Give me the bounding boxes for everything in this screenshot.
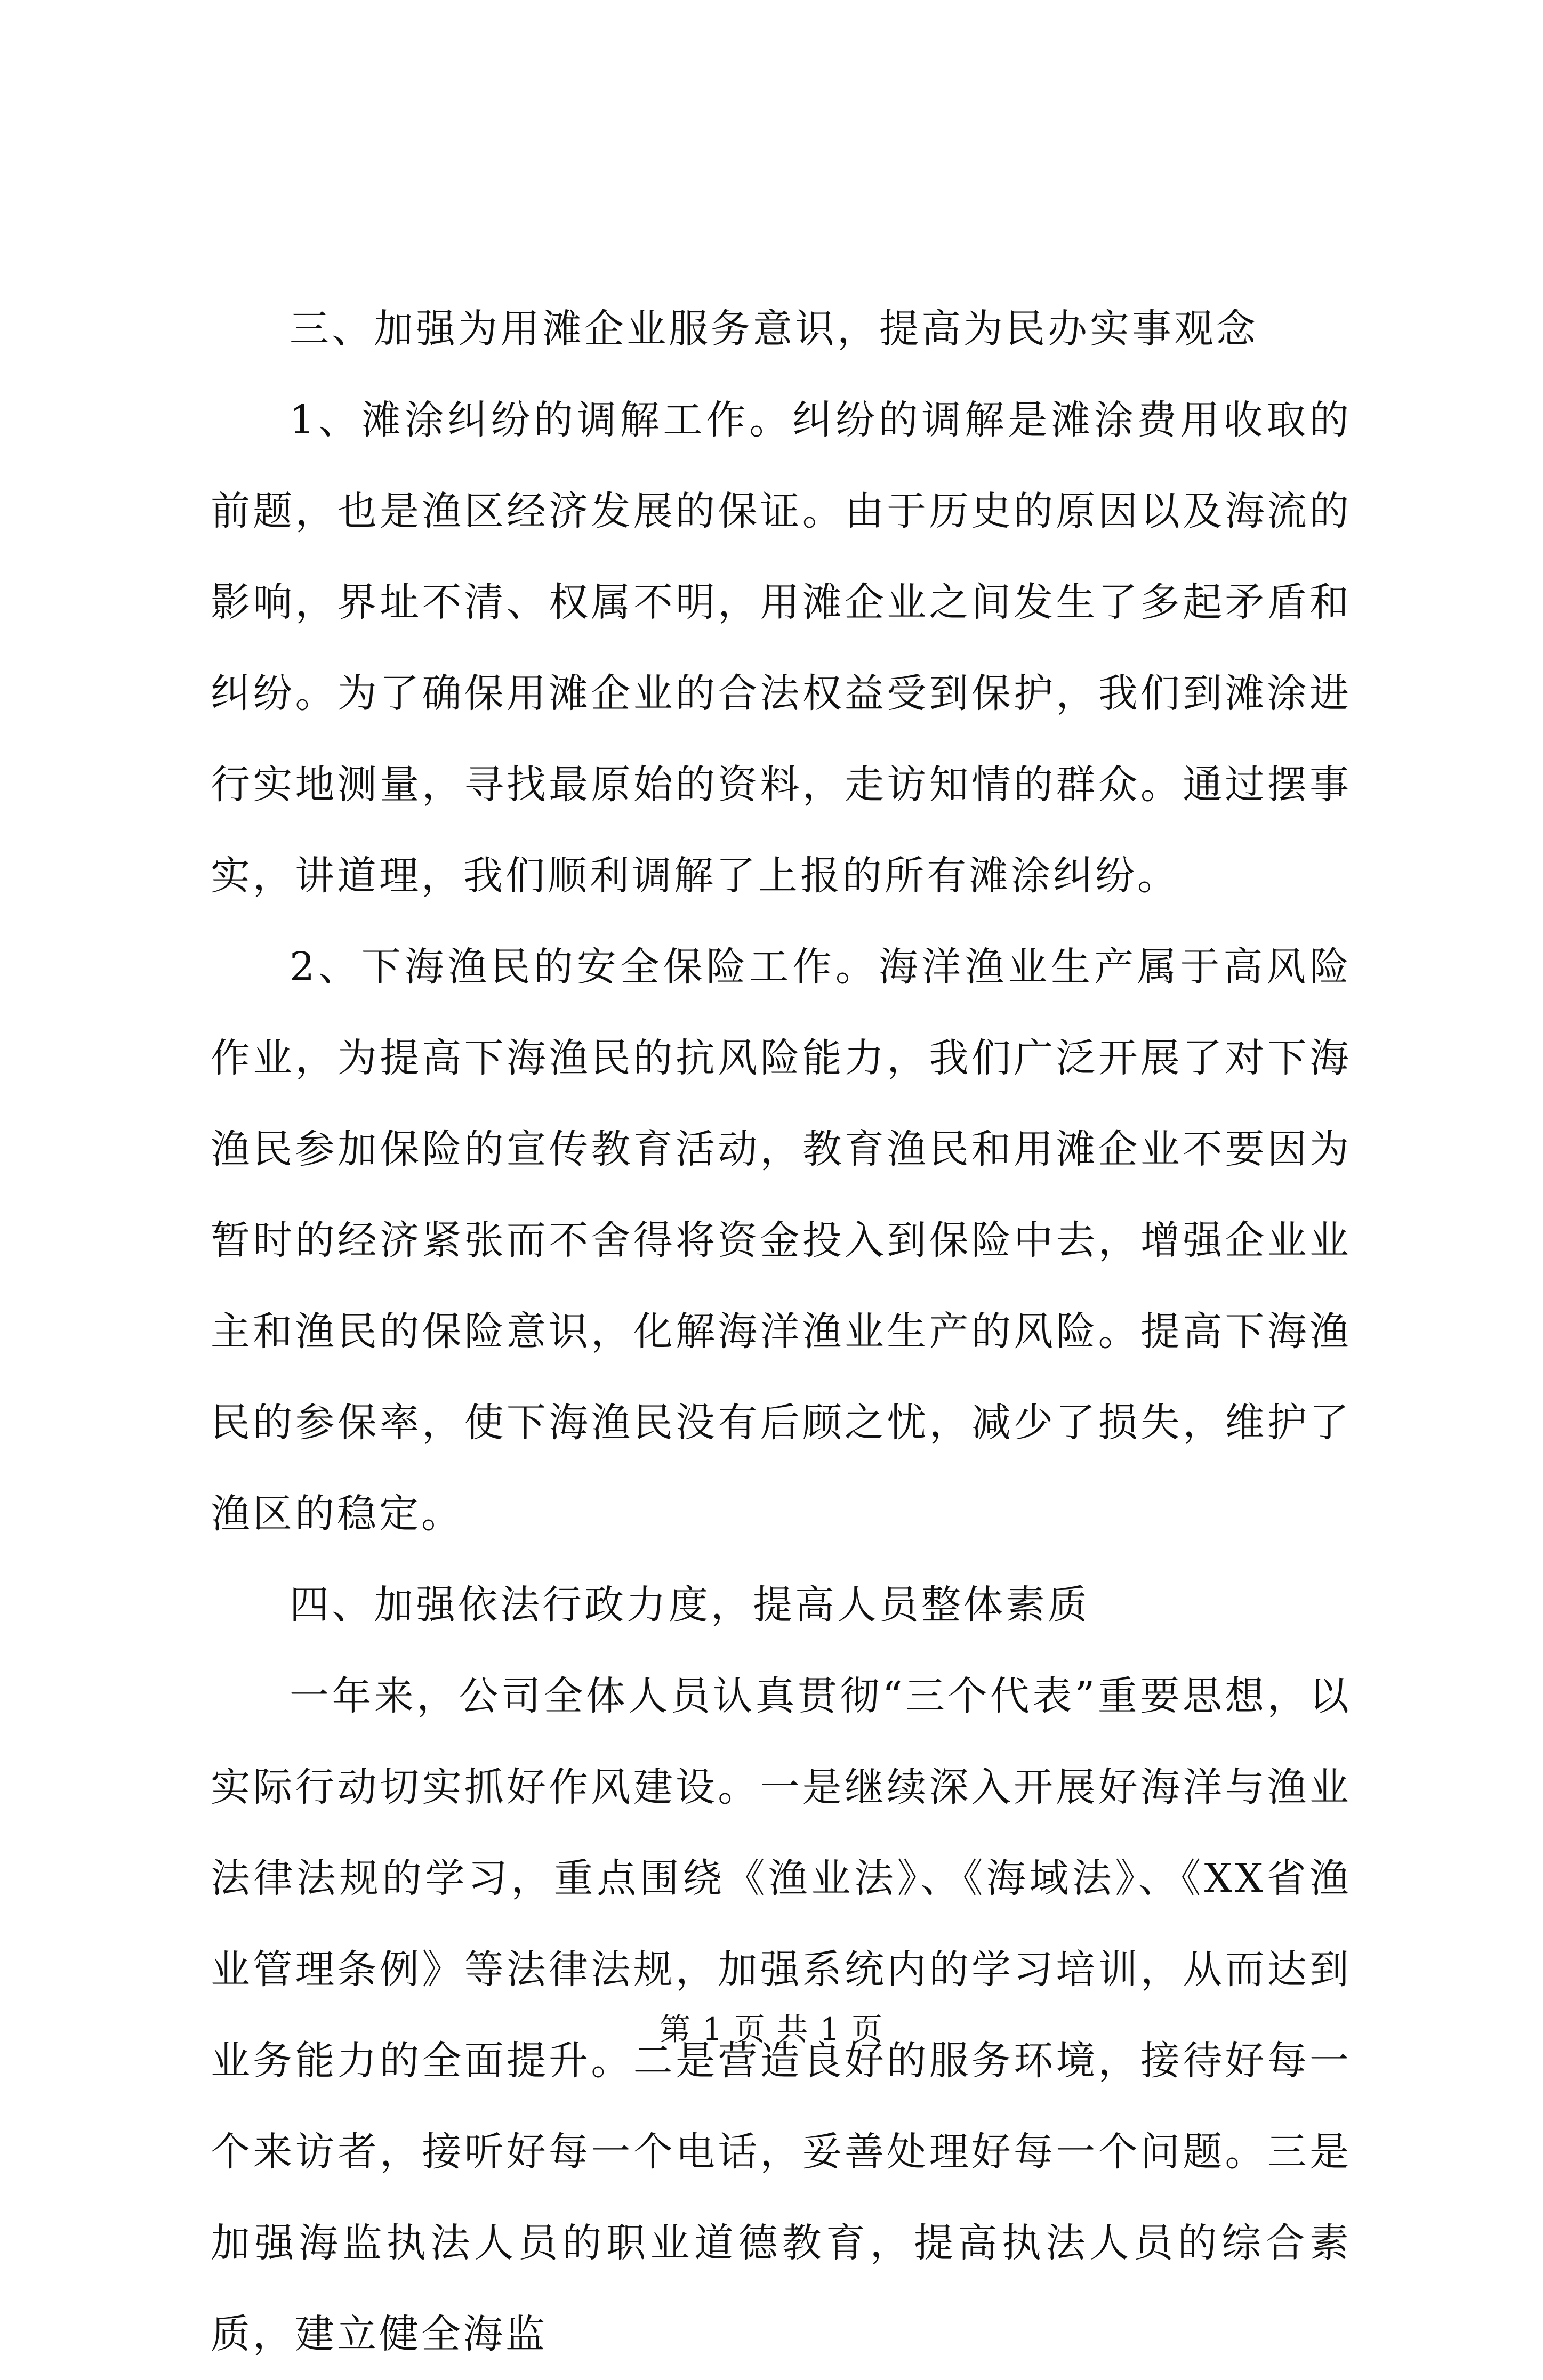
section-heading-3: 三、加强为用滩企业服务意识，提高为民办实事观念 bbox=[290, 306, 1258, 352]
paragraph-fisherman-insurance: 2、下海渔民的安全保险工作。海洋渔业生产属于高风险作业，为提高下海渔民的抗风险能力，我们广泛开展了对下海渔民参加保险的宣传教育活动，教育渔民和用滩企业不要因为暂时的经济紧张而不舍得将资金投入到保险中去，增强企业业主和渔民的保险意识，化解海洋渔业生产的风险。提高下海渔民的参保率，使下海渔民没有后顾之忧，减少了损失，维护了渔区的稳定。 bbox=[211, 944, 1352, 1537]
document-body bbox=[211, 284, 1352, 2380]
paragraph-dispute-mediation: 1、滩涂纠纷的调解工作。纠纷的调解是滩涂费用收取的前题，也是渔区经济发展的保证。由于历史的原因以及海流的影响，界址不清、权属不明，用滩企业之间发生了多起矛盾和纠纷。为了确保用滩企业的合法权益受到保护，我们到滩涂进行实地测量，寻找最原始的资料，走访知情的群众。通过摆事实，讲道理，我们顺利调解了上报的所有滩涂纠纷。 bbox=[211, 397, 1352, 899]
paragraph-staff-quality: 一年来，公司全体人员认真贯彻“三个代表”重要思想，以实际行动切实抓好作风建设。一是继续深入开展好海洋与渔业法律法规的学习，重点围绕《渔业法》、《海域法》、《XX省渔业管理条例》等法律法规，加强系统内的学习培训，从而达到业务能力的全面提升。二是营造良好的服务环境，接待好每一个来访者，接听好每一个电话，妥善处理好每一个问题。三是加强海监执法人员的职业道德教育，提高执法人员的综合素质，建立健全海监 bbox=[211, 1673, 1352, 2357]
page-footer: 第 1 页 共 1 页 bbox=[660, 2011, 883, 2047]
section-heading-4: 四、加强依法行政力度，提高人员整体素质 bbox=[290, 1582, 1090, 1628]
